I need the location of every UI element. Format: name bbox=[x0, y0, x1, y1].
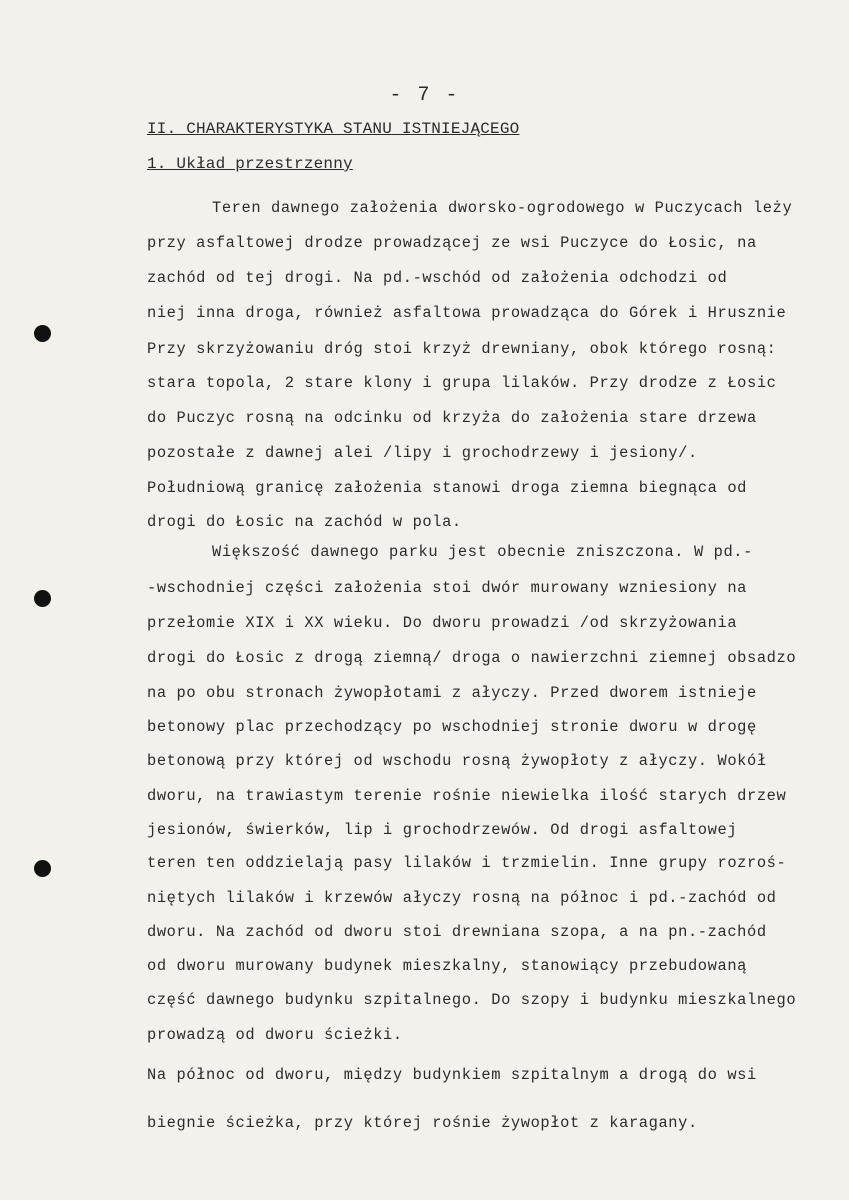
text-line: -wschodniej części założenia stoi dwór murowany wzniesiony na bbox=[147, 579, 747, 597]
text-line: betonową przy której od wschodu rosną żywopłoty z ałyczy. Wokół bbox=[147, 752, 767, 770]
text-line: przełomie XIX i XX wieku. Do dworu prowadzi /od skrzyżowania bbox=[147, 614, 738, 632]
text-line: pozostałe z dawnej alei /lipy i grochodrzewy i jesiony/. bbox=[147, 444, 698, 462]
text-line: niętych lilaków i krzewów ałyczy rosną na północ i pd.-zachód od bbox=[147, 889, 777, 907]
text-line: niej inna droga, również asfaltowa prowadząca do Górek i Hrusznie bbox=[147, 304, 787, 322]
text-line: od dworu murowany budynek mieszkalny, stanowiący przebudowaną bbox=[147, 957, 747, 975]
text-line: Teren dawnego założenia dworsko-ogrodowego w Puczycach leży bbox=[212, 199, 793, 217]
text-line: Przy skrzyżowaniu dróg stoi krzyż drewniany, obok którego rosną: bbox=[147, 340, 777, 358]
text-line: stara topola, 2 stare klony i grupa lilaków. Przy drodze z Łosic bbox=[147, 374, 777, 392]
page-number: - 7 - bbox=[389, 84, 460, 107]
text-line: dworu, na trawiastym terenie rośnie niewielka ilość starych drzew bbox=[147, 787, 787, 805]
punch-hole bbox=[34, 325, 51, 342]
text-line: drogi do Łosic z drogą ziemną/ droga o nawierzchni ziemnej obsadzo bbox=[147, 649, 797, 667]
text-line: jesionów, świerków, lip i grochodrzewów. Od drogi asfaltowej bbox=[147, 821, 738, 839]
text-line: drogi do Łosic na zachód w pola. bbox=[147, 513, 462, 531]
text-line: przy asfaltowej drodze prowadzącej ze wsi Puczyce do Łosic, na bbox=[147, 234, 757, 252]
text-line: do Puczyc rosną na odcinku od krzyża do założenia stare drzewa bbox=[147, 409, 757, 427]
subsection-title: 1. Układ przestrzenny bbox=[147, 155, 353, 173]
text-line: Większość dawnego parku jest obecnie zniszczona. W pd.- bbox=[212, 543, 753, 561]
punch-hole bbox=[34, 860, 51, 877]
text-line: część dawnego budynku szpitalnego. Do szopy i budynku mieszkalnego bbox=[147, 991, 797, 1009]
punch-hole bbox=[34, 590, 51, 607]
text-line: zachód od tej drogi. Na pd.-wschód od założenia odchodzi od bbox=[147, 269, 728, 287]
text-line: betonowy plac przechodzący po wschodniej stronie dworu w drogę bbox=[147, 718, 757, 736]
text-line: Na północ od dworu, między budynkiem szpitalnym a drogą do wsi bbox=[147, 1066, 757, 1084]
section-title: II. CHARAKTERYSTYKA STANU ISTNIEJĄCEGO bbox=[147, 120, 520, 138]
text-line: teren ten oddzielają pasy lilaków i trzmielin. Inne grupy rozroś- bbox=[147, 854, 787, 872]
text-line: Południową granicę założenia stanowi droga ziemna biegnąca od bbox=[147, 479, 747, 497]
text-line: dworu. Na zachód od dworu stoi drewniana szopa, a na pn.-zachód bbox=[147, 923, 767, 941]
text-line: prowadzą od dworu ścieżki. bbox=[147, 1026, 403, 1044]
text-line: biegnie ścieżka, przy której rośnie żywopłot z karagany. bbox=[147, 1114, 698, 1132]
text-line: na po obu stronach żywopłotami z ałyczy. Przed dworem istnieje bbox=[147, 684, 757, 702]
